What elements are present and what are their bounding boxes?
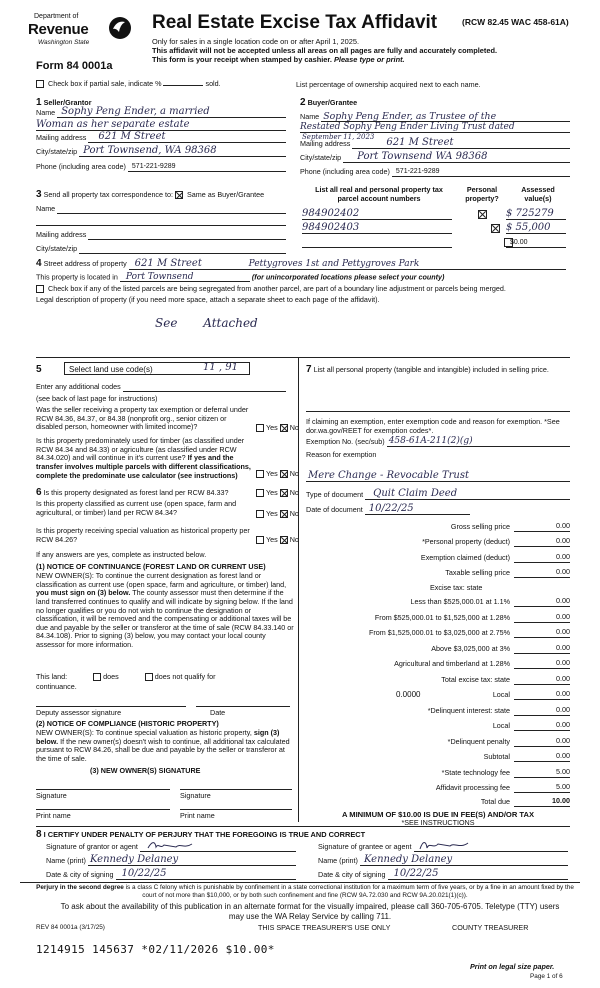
s6q2-yes-checkbox[interactable] bbox=[256, 510, 264, 518]
seller-city-value: Port Townsend, WA 98368 bbox=[83, 145, 217, 156]
q1-no-checkbox[interactable] bbox=[280, 424, 288, 432]
header-line1: Only for sales in a single location code on or after April 1, 2025. bbox=[152, 37, 360, 46]
document-type-row bbox=[306, 490, 570, 500]
total-due-row bbox=[306, 797, 570, 807]
revision-label: REV 84 0001a (3/17/25) bbox=[36, 924, 105, 931]
header-line3 bbox=[152, 56, 405, 65]
partial-sale-checkbox[interactable] bbox=[36, 80, 44, 88]
reason-exemption-field[interactable] bbox=[306, 470, 570, 482]
tier4-label: Above $3,025,000 at 3% bbox=[431, 644, 510, 653]
document-date-value: 10/22/25 bbox=[368, 503, 414, 514]
notice-continuance-text bbox=[36, 572, 294, 650]
buyer-name-line3: September 11, 2023 bbox=[302, 133, 375, 141]
tier3-label: From $1,525,000.01 to $3,025,000 at 2.75% bbox=[368, 628, 510, 637]
additional-codes-field[interactable] bbox=[123, 382, 286, 392]
notice-continuance-text-b: you must sign on (3) below. bbox=[36, 588, 131, 598]
tier4-row bbox=[306, 644, 570, 654]
buyer-mailing-label: Mailing address bbox=[300, 139, 351, 149]
assessed-value-field-3[interactable] bbox=[506, 236, 566, 248]
exemption-claimed-row bbox=[306, 553, 570, 563]
grantor-date-label: Date & city of signing bbox=[46, 870, 114, 880]
grantor-date-field[interactable] bbox=[116, 870, 296, 880]
dept-line3: Washington State bbox=[38, 39, 90, 46]
local-rate: 0.0000 bbox=[396, 690, 421, 699]
section6-q2: Is this property classified as current use (open space, farm and agricultural, or timber) land per RCW 84.34? bbox=[36, 499, 237, 517]
grantee-date-row bbox=[318, 870, 568, 880]
grantee-signature-image bbox=[418, 839, 470, 851]
subtotal-value[interactable]: 0.00 bbox=[514, 752, 570, 762]
exemption-number-label: Exemption No. (sec/sub) bbox=[306, 437, 385, 447]
land-qualify-label: This land: bbox=[36, 672, 68, 681]
header-line2: This affidavit will not be accepted unless all areas on all pages are fully and accurately completed. bbox=[152, 46, 498, 55]
personal-property-deduct-row bbox=[306, 537, 570, 547]
new-owner-signature-field-1[interactable] bbox=[36, 780, 170, 790]
segregated-row bbox=[36, 285, 506, 294]
q1-yes-label: Yes bbox=[266, 423, 278, 432]
total-excise-state-label: Total excise tax: state bbox=[441, 675, 510, 684]
exemption-intro: If claiming an exemption, enter exemption code and reason for exemption. *See dor.wa.gov/REET for exemption codes*. bbox=[306, 417, 560, 435]
document-date-field[interactable] bbox=[365, 505, 470, 515]
buyer-name-field[interactable] bbox=[321, 112, 570, 122]
grantee-signature-field[interactable] bbox=[414, 842, 568, 852]
new-owner-signature-heading: (3) NEW OWNER(S) SIGNATURE bbox=[90, 766, 201, 775]
seller-name-line1: Sophy Peng Ender, a married bbox=[61, 106, 210, 117]
section3-name-line2-field[interactable] bbox=[36, 216, 286, 226]
local-interest-row bbox=[306, 721, 570, 731]
buyer-name-line2-field[interactable] bbox=[300, 123, 570, 133]
q2-yes-checkbox[interactable] bbox=[256, 470, 264, 478]
seller-city-label: City/state/zip bbox=[36, 147, 78, 157]
located-in-row bbox=[36, 273, 444, 282]
seller-phone-label: Phone (including area code) bbox=[36, 162, 126, 172]
q2-no-checkbox[interactable] bbox=[280, 470, 288, 478]
document-type-field[interactable] bbox=[365, 490, 570, 500]
delinquent-interest-label: *Delinquent interest: state bbox=[427, 706, 510, 715]
document-date-label: Date of document bbox=[306, 505, 363, 515]
grantee-date-label: Date & city of signing bbox=[318, 870, 386, 880]
taxable-selling-price-value[interactable]: 0.00 bbox=[514, 568, 570, 578]
seller-name-row bbox=[36, 108, 286, 118]
seller-mailing-row bbox=[36, 133, 286, 143]
exemption-number-value: 458-61A-211(2)(g) bbox=[388, 436, 473, 447]
section8-heading: 8 I CERTIFY UNDER PENALTY OF PERJURY THAT THE FOREGOING IS TRUE AND CORRECT bbox=[36, 829, 366, 840]
q1-no-label: No bbox=[289, 423, 299, 432]
parcel-number-2: 984902403 bbox=[302, 222, 360, 233]
seller-mailing-value: 621 M Street bbox=[98, 131, 166, 142]
deputy-signature-label: Deputy assessor signature bbox=[36, 708, 122, 717]
partial-sale-percent-input[interactable] bbox=[163, 85, 203, 86]
new-owner-signature-field-2[interactable] bbox=[180, 780, 292, 790]
deputy-date-label: Date bbox=[210, 708, 226, 717]
taxable-selling-price-label: Taxable selling price bbox=[445, 568, 510, 577]
grantor-name-field[interactable] bbox=[88, 856, 296, 866]
section5-q2-answer bbox=[256, 470, 299, 479]
new-owner-print-field-1[interactable] bbox=[36, 800, 170, 810]
total-due-label: Total due bbox=[480, 797, 510, 806]
section3-city-label: City/state/zip bbox=[36, 244, 78, 254]
q2-no-label: No bbox=[289, 469, 299, 478]
s6q3-no-checkbox[interactable] bbox=[280, 536, 288, 544]
assessed-value-3: $0.00 bbox=[510, 238, 528, 246]
dept-line2: Revenue bbox=[28, 21, 89, 38]
s6q1-no-label: No bbox=[289, 488, 299, 497]
land-does-checkbox[interactable] bbox=[93, 673, 101, 681]
total-due-value[interactable]: 10.00 bbox=[514, 797, 570, 807]
delinquent-penalty-label: *Delinquent penalty bbox=[447, 737, 510, 746]
exemption-number-row bbox=[306, 437, 570, 447]
seller-phone-row bbox=[36, 162, 286, 172]
same-as-buyer-checkbox[interactable] bbox=[175, 191, 183, 199]
grantor-name-label: Name (print) bbox=[46, 856, 86, 866]
tier2-value[interactable]: 0.00 bbox=[514, 613, 570, 623]
personal-property-list-field[interactable] bbox=[306, 402, 570, 412]
buyer-city-value: Port Townsend WA 98368 bbox=[357, 151, 488, 162]
street-address-extra: Pettygroves 1st and Pettygroves Park bbox=[248, 259, 420, 270]
gross-selling-price-label: Gross selling price bbox=[450, 522, 510, 531]
notice-compliance-heading: (2) NOTICE OF COMPLIANCE (HISTORIC PROPERTY) bbox=[36, 719, 219, 728]
same-as-buyer-label: Same as Buyer/Grantee bbox=[187, 190, 265, 199]
signature-label-1: Signature bbox=[36, 791, 67, 800]
segregated-checkbox[interactable] bbox=[36, 285, 44, 293]
s6q3-yes-label: Yes bbox=[266, 535, 278, 544]
agricultural-label: Agricultural and timberland at 1.28% bbox=[394, 659, 510, 668]
parcels-header-assessed: Assessed value(s) bbox=[521, 185, 555, 203]
street-address-row: 4 Street address of property 621 M Street Pettygroves 1st and Pettygroves Park bbox=[36, 258, 566, 270]
section3-mailing-label: Mailing address bbox=[36, 230, 87, 240]
section7-text: List all personal property (tangible and intangible) included in selling price. bbox=[313, 365, 549, 374]
street-address-label: Street address of property bbox=[43, 259, 127, 268]
assessed-value-field-1[interactable] bbox=[506, 208, 566, 220]
technology-fee-value[interactable]: 5.00 bbox=[514, 768, 570, 778]
seller-city-field[interactable] bbox=[79, 147, 286, 157]
delinquent-interest-value[interactable]: 0.00 bbox=[514, 706, 570, 716]
grantor-name-row bbox=[46, 856, 296, 866]
grantee-name-field[interactable] bbox=[360, 856, 568, 866]
alt-format-note: To ask about the availability of this publication in an alternate format for the visually impaired, please call 360-705-6705. Teletype (TTY) users may use the WA Relay Service by calling 711. bbox=[60, 902, 560, 921]
seller-name-line2-field[interactable] bbox=[36, 120, 286, 131]
excise-tax-state-label: Excise tax: state bbox=[430, 583, 483, 592]
section3-city-row bbox=[36, 244, 286, 254]
additional-codes-row bbox=[36, 382, 286, 392]
tier1-label: Less than $525,000.01 at 1.1% bbox=[410, 597, 510, 606]
reason-exemption-label: Reason for exemption bbox=[306, 450, 377, 459]
assessed-value-1: $ 725279 bbox=[506, 208, 554, 219]
seller-name-line2: Woman as her separate estate bbox=[36, 119, 190, 130]
notice-continuance-heading: (1) NOTICE OF CONTINUANCE (FOREST LAND OR CURRENT USE) bbox=[36, 562, 266, 571]
personal-property-deduct-label: *Personal property (deduct) bbox=[422, 537, 510, 546]
local-interest-label: Local bbox=[492, 721, 510, 730]
form-title: Real Estate Excise Tax Affidavit bbox=[152, 12, 438, 33]
buyer-name-label: Name bbox=[300, 112, 320, 122]
see-back-note: (see back of last page for instructions) bbox=[36, 394, 158, 403]
gross-selling-price-row bbox=[306, 522, 570, 532]
tier1-row bbox=[306, 597, 570, 607]
list-percentage-note: List percentage of ownership acquired next to each name. bbox=[296, 80, 481, 89]
cashier-stamp: 1214915 145637 *02/11/2026 $10.00* bbox=[36, 943, 275, 956]
notice-compliance-text-a: NEW OWNER(S): To continue special valuation as historic property, bbox=[36, 728, 252, 737]
personal-property-checkbox-1[interactable] bbox=[478, 210, 487, 219]
exemption-number-field[interactable] bbox=[387, 437, 570, 447]
unincorporated-note: (for unincorporated locations please select your county) bbox=[251, 272, 445, 282]
section6-note: If any answers are yes, complete as instructed below. bbox=[36, 550, 207, 559]
grantor-signature-row bbox=[46, 842, 296, 852]
grantee-name-row bbox=[318, 856, 568, 866]
located-in-label: This property is located in bbox=[36, 272, 118, 282]
print-name-label-2: Print name bbox=[180, 811, 215, 820]
grantee-signature-label: Signature of grantee or agent bbox=[318, 842, 412, 852]
buyer-mailing-value: 621 M Street bbox=[386, 137, 454, 148]
section6-q3: Is this property receiving special valuation as historical property per RCW 84.26? bbox=[36, 526, 250, 544]
grantee-date-field[interactable] bbox=[388, 870, 568, 880]
affidavit-fee-label: Affidavit processing fee bbox=[435, 783, 510, 792]
land-does-not-label: does not qualify for bbox=[154, 672, 216, 681]
s6q1-yes-checkbox[interactable] bbox=[256, 489, 264, 497]
print-name-label-1: Print name bbox=[36, 811, 71, 820]
grantor-signature-label: Signature of grantor or agent bbox=[46, 842, 138, 852]
land-use-select-label: Select land use code(s) bbox=[69, 365, 153, 374]
subtotal-label: Subtotal bbox=[483, 752, 510, 761]
partial-sale-label: Check box if partial sale, indicate % bbox=[48, 79, 162, 88]
buyer-phone-row bbox=[300, 167, 570, 177]
legal-paper-note: Print on legal size paper. bbox=[470, 962, 555, 971]
perjury-note-bold: Perjury in the second degree bbox=[36, 884, 124, 891]
tier1-value[interactable]: 0.00 bbox=[514, 597, 570, 607]
document-type-value: Quit Claim Deed bbox=[373, 488, 458, 499]
wa-logo-icon bbox=[108, 16, 132, 40]
county-treasurer-label: COUNTY TREASURER bbox=[452, 923, 529, 932]
dept-line1: Department of bbox=[34, 13, 79, 20]
perjury-note-text: is a class C felony which is punishable by confinement in a state correctional institution for a maximum term of five years, or by a fine in an amount fixed by the court of not more than $10,000, or by both such confinement and fine (RCW 9A.72.030 and RCW 9A.20.021(1)(c)). bbox=[125, 884, 574, 899]
notice-compliance-text bbox=[36, 729, 294, 764]
technology-fee-label: *State technology fee bbox=[441, 768, 510, 777]
section3-label: Send all property tax correspondence to: bbox=[43, 190, 174, 199]
s6q2-no-checkbox[interactable] bbox=[280, 510, 288, 518]
partial-sale-row bbox=[36, 80, 221, 89]
column-divider bbox=[298, 358, 299, 822]
seller-heading: 1 Seller/Grantor bbox=[36, 97, 92, 108]
technology-fee-row bbox=[306, 768, 570, 778]
section6-q2-answer bbox=[256, 510, 299, 519]
grantee-signature-row bbox=[318, 842, 568, 852]
agricultural-value[interactable]: 0.00 bbox=[514, 659, 570, 669]
seller-city-row bbox=[36, 147, 286, 157]
section5-q2-text: Is this property predominately used for timber (as classified under RCW 84.34 and 84.33) or agriculture (as classified under RCW 84.34.020) and will continue in it's current use? bbox=[36, 436, 245, 463]
section8-top-rule bbox=[36, 826, 570, 827]
header-line3-a: This form is your receipt when stamped by cashier. bbox=[152, 55, 332, 64]
new-owner-print-field-2[interactable] bbox=[180, 800, 292, 810]
perjury-note bbox=[30, 884, 580, 899]
parcel-number-1: 984902402 bbox=[302, 208, 360, 219]
notice-compliance-text-b: sign (3) below. bbox=[36, 728, 280, 746]
delinquent-penalty-value[interactable]: 0.00 bbox=[514, 737, 570, 747]
section6-q1-answer bbox=[256, 489, 299, 498]
gross-selling-price-value[interactable]: 0.00 bbox=[514, 522, 570, 532]
s6q3-yes-checkbox[interactable] bbox=[256, 536, 264, 544]
section3-heading: 3 Send all property tax correspondence to: Same as Buyer/Grantee bbox=[36, 189, 265, 200]
delinquent-penalty-row bbox=[306, 737, 570, 747]
located-in-value: Port Townsend bbox=[125, 272, 194, 283]
reason-exemption-value: Mere Change - Revocable Trust bbox=[308, 470, 470, 481]
buyer-phone-label: Phone (including area code) bbox=[300, 167, 390, 177]
section-divider bbox=[36, 357, 570, 358]
section6-q1: 6 Is this property designated as forest land per RCW 84.33? bbox=[36, 487, 229, 498]
section3-name-field[interactable] bbox=[57, 204, 286, 214]
parcels-header-numbers: List all real and personal property tax parcel account numbers bbox=[315, 185, 443, 203]
page-number: Page 1 of 6 bbox=[530, 973, 563, 980]
form-number: Form 84 0001a bbox=[36, 60, 113, 72]
additional-codes-label: Enter any additional codes bbox=[36, 382, 121, 392]
parcel-number-field-2[interactable] bbox=[302, 222, 452, 234]
notice-continuance-text-a: NEW OWNER(S): To continue the current designation as forest land or classification as current use (open space, farm and agriculture, or timber) land, bbox=[36, 571, 287, 589]
land-use-select[interactable] bbox=[64, 362, 250, 375]
exemption-claimed-value[interactable]: 0.00 bbox=[514, 553, 570, 563]
buyer-name-line1: Sophy Peng Ender, as Trustee of the bbox=[323, 110, 497, 122]
legal-description-value: See Attached bbox=[155, 316, 258, 330]
section5-q1: Was the seller receiving a property tax exemption or deferral under RCW 84.36, 84.37, or 84.38 (nonprofit org., senior citizen or disabled person, homeowner with limited income)? bbox=[36, 405, 249, 432]
affidavit-fee-value[interactable]: 5.00 bbox=[514, 783, 570, 793]
parcel-number-field-3[interactable] bbox=[302, 236, 452, 248]
section3-name-row bbox=[36, 204, 286, 214]
assessed-value-field-2[interactable] bbox=[506, 222, 566, 234]
land-qualify-row bbox=[36, 673, 294, 682]
taxable-selling-price-row bbox=[306, 568, 570, 578]
subtotal-row bbox=[306, 752, 570, 762]
buyer-name-row bbox=[300, 112, 570, 122]
local-tax-value[interactable]: 0.00 bbox=[514, 690, 570, 700]
tier3-row bbox=[306, 628, 570, 638]
q2-yes-label: Yes bbox=[266, 469, 278, 478]
tier2-row bbox=[306, 613, 570, 623]
s6q1-no-checkbox[interactable] bbox=[280, 489, 288, 497]
section5-q2-bold: If yes and the transfer involves multiple parcels with different classifications, complete the predominate use calculator (see instructions) bbox=[36, 453, 251, 480]
section3-city-field[interactable] bbox=[79, 244, 286, 254]
header-line3-b: Please type or print. bbox=[333, 55, 405, 64]
local-tax-row bbox=[306, 690, 570, 700]
document-type-label: Type of document bbox=[306, 490, 364, 500]
seller-mailing-label: Mailing address bbox=[36, 133, 87, 143]
land-use-select-value: 11 , 91 bbox=[203, 362, 238, 373]
tier2-label: From $525,000.01 to $1,525,000 at 1.28% bbox=[374, 613, 510, 622]
notice-compliance-text-c: If the new owner(s) doesn't wish to continue, all additional tax calculated pursuant to RCW 84.26, shall be due and payable by the seller or transferor at the time of sale. bbox=[36, 736, 290, 763]
local-tax-label: Local bbox=[492, 690, 510, 699]
buyer-phone-value: 571-221-9289 bbox=[395, 167, 440, 175]
s6q2-no-label: No bbox=[289, 509, 299, 518]
assessed-value-2: $ 55,000 bbox=[506, 222, 551, 233]
signature-label-2: Signature bbox=[180, 791, 211, 800]
section3-name-label: Name bbox=[36, 204, 56, 214]
buyer-city-label: City/state/zip bbox=[300, 153, 342, 163]
exemption-claimed-label: Exemption claimed (deduct) bbox=[420, 553, 510, 562]
buyer-city-row bbox=[300, 153, 570, 163]
s6q1-yes-label: Yes bbox=[266, 488, 278, 497]
agricultural-row bbox=[306, 659, 570, 669]
grantee-date-value: 10/22/25 bbox=[393, 868, 439, 879]
parcel-number-field-1[interactable] bbox=[302, 208, 452, 220]
buyer-name-line2: Restated Sophy Peng Ender Living Trust dated bbox=[300, 122, 515, 133]
grantor-name-value: Kennedy Delaney bbox=[89, 854, 179, 865]
section7-label: 7 List all personal property (tangible and intangible) included in selling price. bbox=[306, 364, 549, 375]
buyer-mailing-row bbox=[300, 139, 570, 149]
delinquent-interest-row bbox=[306, 706, 570, 716]
section6-q3-answer bbox=[256, 536, 299, 545]
see-instructions-note: *SEE INSTRUCTIONS bbox=[401, 818, 475, 827]
q1-yes-checkbox[interactable] bbox=[256, 424, 264, 432]
footer-top-rule bbox=[20, 882, 580, 883]
affidavit-fee-row bbox=[306, 783, 570, 793]
section6-q1-text: Is this property designated as forest land per RCW 84.33? bbox=[43, 488, 229, 497]
section5-q1-answer bbox=[256, 424, 299, 433]
continuance-label: continuance. bbox=[36, 682, 77, 691]
s6q2-yes-label: Yes bbox=[266, 509, 278, 518]
grantor-signature-image bbox=[146, 839, 196, 851]
tier4-value[interactable]: 0.00 bbox=[514, 644, 570, 654]
local-interest-value[interactable]: 0.00 bbox=[514, 721, 570, 731]
buyer-heading: 2 Buyer/Grantee bbox=[300, 97, 358, 108]
buyer-phone-field[interactable] bbox=[392, 167, 570, 177]
total-excise-state-value[interactable]: 0.00 bbox=[514, 675, 570, 685]
deputy-date-field[interactable] bbox=[196, 697, 290, 707]
treasurer-use-label: THIS SPACE TREASURER'S USE ONLY bbox=[258, 923, 391, 932]
partial-sale-sold: sold. bbox=[205, 79, 221, 88]
tier3-value[interactable]: 0.00 bbox=[514, 628, 570, 638]
minimum-due-note: A MINIMUM OF $10.00 IS DUE IN FEE(S) AND/OR TAX bbox=[341, 810, 535, 819]
parcels-header-personal: Personal property? bbox=[465, 185, 499, 203]
buyer-mailing-field[interactable] bbox=[352, 139, 570, 149]
section3-mailing-field[interactable] bbox=[88, 230, 286, 240]
personal-property-deduct-value[interactable]: 0.00 bbox=[514, 537, 570, 547]
s6q3-no-label: No bbox=[289, 535, 299, 544]
grantee-name-label: Name (print) bbox=[318, 856, 358, 866]
grantor-signature-field[interactable] bbox=[140, 842, 296, 852]
seller-mailing-field[interactable] bbox=[88, 133, 286, 143]
personal-property-checkbox-2[interactable] bbox=[491, 224, 500, 233]
section3-mailing-row bbox=[36, 230, 286, 240]
section5-number: 5 bbox=[36, 364, 42, 375]
segregated-label: Check box if any of the listed parcels are being segregated from another parcel, are part of a boundary line adjustment or parcels being merged. bbox=[48, 284, 506, 293]
grantor-date-row bbox=[46, 870, 296, 880]
grantee-name-value: Kennedy Delaney bbox=[363, 854, 453, 865]
grantor-date-value: 10/22/25 bbox=[121, 868, 167, 879]
legal-description-label: Legal description of property (if you need more space, attach a separate sheet to each page of the affidavit). bbox=[36, 295, 380, 304]
street-address-value: 621 M Street bbox=[134, 258, 202, 269]
seller-name-field[interactable] bbox=[57, 108, 286, 118]
seller-phone-field[interactable] bbox=[128, 162, 286, 172]
section5-q2 bbox=[36, 437, 254, 480]
form-rcw: (RCW 82.45 WAC 458-61A) bbox=[462, 17, 569, 27]
document-date-row bbox=[306, 505, 470, 515]
notice-continuance-text-c: The county assessor must then determine if the land transferred continues to qualify and will indicate by signing below. If the land no longer qualifies or you do not wish to continue the designation or classification, it will be removed and the compensating or additional taxes will be due and payable by the seller or transferor at the time of sale (RCW 84.33.140 or 84.34.108). Prior to signing (3) below, you may contact your local county assessor for more information. bbox=[36, 588, 294, 650]
deputy-signature-field[interactable] bbox=[36, 697, 186, 707]
seller-name-label: Name bbox=[36, 108, 56, 118]
buyer-city-field[interactable] bbox=[343, 153, 570, 163]
located-in-field[interactable] bbox=[120, 273, 250, 282]
street-address-field[interactable] bbox=[129, 260, 566, 270]
total-excise-state-row bbox=[306, 675, 570, 685]
seller-phone-value: 571-221-9289 bbox=[131, 162, 176, 170]
dor-logo bbox=[28, 12, 138, 58]
land-does-not-checkbox[interactable] bbox=[145, 673, 153, 681]
land-does-label: does bbox=[103, 672, 119, 681]
